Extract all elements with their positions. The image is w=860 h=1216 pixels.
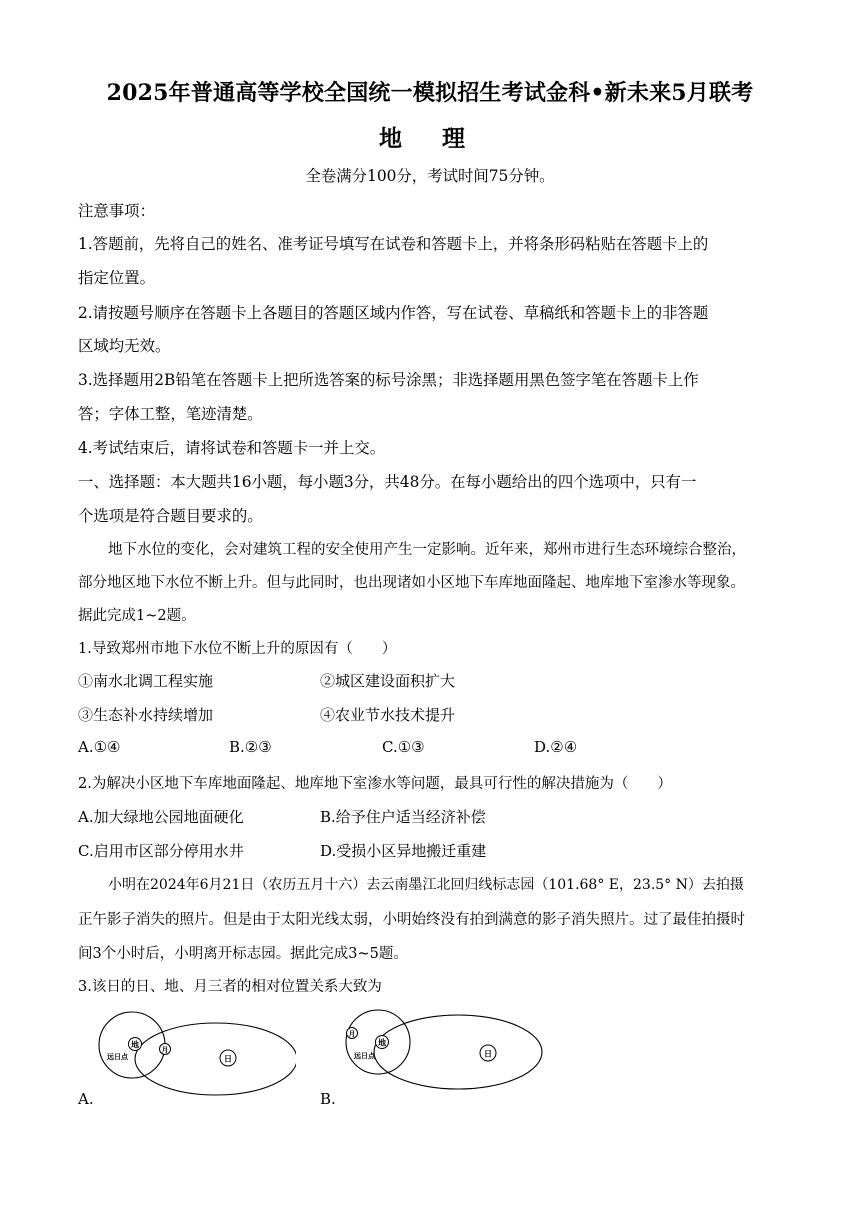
earth-label: 地 <box>378 1038 386 1048</box>
q1-option-c: C.①③ <box>382 738 425 756</box>
q1-statement-1: ①南水北调工程实施 <box>78 672 214 690</box>
exam-title: 2025年普通高等学校全国统一模拟招生考试金科•新未来5月联考 <box>106 80 754 106</box>
q2-option-d: D.受损小区异地搬迁重建 <box>320 842 487 860</box>
passage1-line-1: 地下水位的变化，会对建筑工程的安全使用产生一定影响。近年来，郑州市进行生态环境综合整治， <box>108 542 746 558</box>
notice-item-2a: 2.请按题号顺序在答题卡上各题目的答题区域内作答，写在试卷、草稿纸和答题卡上的非答题 <box>78 304 709 322</box>
earth-orbit <box>374 1015 542 1089</box>
earth-label: 地 <box>131 1040 139 1050</box>
earth-orbit <box>135 1023 296 1095</box>
diagram-option-b <box>340 1006 550 1098</box>
q2-option-b: B.给予住户适当经济补偿 <box>320 808 486 826</box>
aphelion-label: 远日点 <box>107 1053 128 1061</box>
notice-heading: 注意事项： <box>78 202 155 220</box>
q2-stem: 2.为解决小区地下车库地面隆起、地库地下室渗水等问题，最具可行性的解决措施为（ ） <box>78 776 672 792</box>
aphelion-label: 远日点 <box>354 1052 375 1060</box>
subject-title: 地 理 <box>378 125 481 152</box>
q1-statement-2: ②城区建设面积扩大 <box>320 672 456 690</box>
notice-item-4: 4.考试结束后，请将试卷和答题卡一并上交。 <box>78 439 386 457</box>
passage1-line-3: 据此完成1~2题。 <box>78 608 196 624</box>
diagram-option-a <box>96 1008 296 1098</box>
passage2-line-1: 小明在2024年6月21日（农历五月十六）去云南墨江北回归线标志园（101.68° E，23.5° N）去拍摄 <box>108 877 744 893</box>
q3-option-a-label: A. <box>78 1090 94 1108</box>
section-heading-a: 一、选择题：本大题共16小题，每小题3分，共48分。在每小题给出的四个选项中，只有一 <box>78 473 697 491</box>
sun-label: 日 <box>484 1049 492 1059</box>
passage1-line-2: 部分地区地下水位不断上升。但与此同时，也出现诸如小区地下车库地面隆起、地库地下室渗水等现象。 <box>78 575 745 591</box>
notice-item-2b: 区域均无效。 <box>78 337 171 355</box>
notice-item-1a: 1.答题前，先将自己的姓名、准考证号填写在试卷和答题卡上，并将条形码粘贴在答题卡上的 <box>78 235 709 253</box>
q1-statement-4: ④农业节水技术提升 <box>320 706 456 724</box>
q1-statement-3: ③生态补水持续增加 <box>78 706 214 724</box>
q3-option-b-label: B. <box>320 1090 336 1108</box>
notice-item-1b: 指定位置。 <box>78 269 155 287</box>
q1-stem: 1.导致郑州市地下水位不断上升的原因有（ ） <box>78 641 397 657</box>
exam-info: 全卷满分100分，考试时间75分钟。 <box>305 167 555 185</box>
moon-label: 月 <box>161 1046 169 1054</box>
sun-label: 日 <box>224 1054 232 1064</box>
moon-label: 月 <box>348 1030 356 1038</box>
section-heading-b: 个选项是符合题目要求的。 <box>78 507 263 525</box>
q2-option-a: A.加大绿地公园地面硬化 <box>78 808 244 826</box>
q2-option-c: C.启用市区部分停用水井 <box>78 842 244 860</box>
q1-option-a: A.①④ <box>78 738 121 756</box>
q3-stem: 3.该日的日、地、月三者的相对位置关系大致为 <box>78 979 382 995</box>
q1-option-b: B.②③ <box>229 738 272 756</box>
notice-item-3b: 答；字体工整，笔迹清楚。 <box>78 405 263 423</box>
passage2-line-2: 正午影子消失的照片。但是由于太阳光线太弱，小明始终没有拍到满意的影子消失照片。过了最佳拍摄时 <box>78 912 745 928</box>
notice-item-3a: 3.选择题用2B铅笔在答题卡上把所选答案的标号涂黑；非选择题用黑色签字笔在答题卡上作 <box>78 371 699 389</box>
passage2-line-3: 间3个小时后，小明离开标志园。据此完成3~5题。 <box>78 946 408 962</box>
q1-option-d: D.②④ <box>534 738 578 756</box>
